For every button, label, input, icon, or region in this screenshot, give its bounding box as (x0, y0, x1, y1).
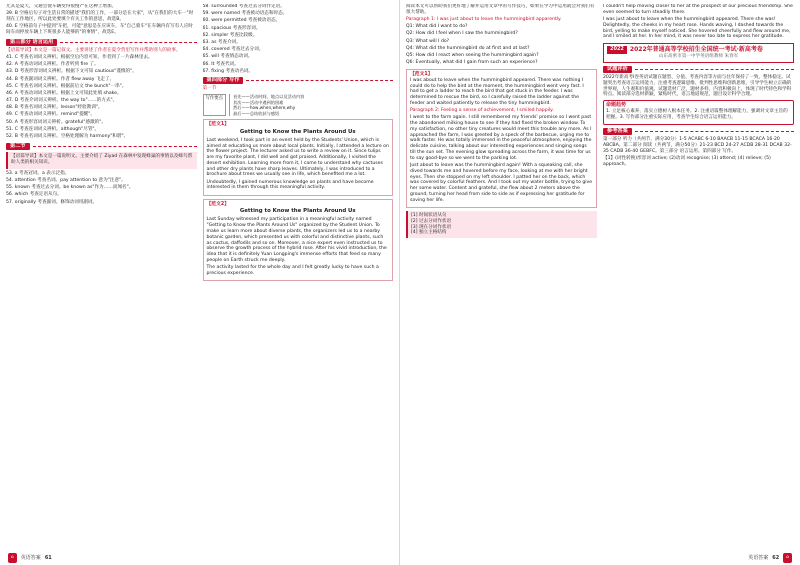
answer-52: 52. B 考查名词词义辨析。空格处理解为 harmony"和谐"。 (6, 134, 129, 140)
left-column-1 (6, 4, 197, 551)
continuation-essay-body-3: Just about to leave was the hummingbird again! With a squeaking call, she dived towards me and hovered before my face, looking at me with her bright eyes. Then she stopped on my left shoulder. I patted her on the back, which was covered by colorful feathers. And I took out my water bottle, trying to give her some water. Content and grateful, she flew about 2 meters above the ground, turning her head from side to side as if expressing her gratitude for saving her life. (410, 163, 593, 203)
right-page (400, 0, 800, 565)
writing-outline (203, 94, 394, 116)
outline-box: 写作要点 (203, 94, 227, 116)
exam-author: 山东高密市第一中学英语组教师 朱春军 (658, 54, 739, 60)
essay-close-2: The activity lasted for the whole day and I felt greatly lucky to have such a precious experience. (206, 265, 379, 277)
answer-50: 50. A 考查形容词词义辨析。grateful"感激的"。 (6, 119, 106, 125)
model-essay-2 (203, 199, 394, 282)
answer-62: 62. simpler 考查比较级。 (202, 32, 258, 38)
paragraph-1-prompt: Paragraph 1: I was just about to leave the hummingbird apparently. (406, 16, 562, 22)
answer-39: 39. B 空格后句子对生活日常的描述"我们的工作，一部分是在大家"，从"在我们的大车一"时刻在工作地区，所以此处要填个有关工作的意思，故选B。 (6, 11, 194, 22)
writing-point: [1] 时间状语从句 (411, 213, 447, 218)
grammar-list: 【1】(词性转换)形容词 active; (2)动词 recognise; (3) attend; (4) relieve; (5) approach。 (603, 155, 771, 167)
model-essay-1 (203, 119, 394, 196)
answer-67: 67. fixing 考查动名词。 (202, 68, 254, 74)
answer-55: 55. known 考查过去分词。be known as"作为……而闻名"。 (6, 185, 134, 191)
right-column-2 (603, 4, 794, 551)
section-header-2 (6, 143, 197, 150)
answer-54: 54. attention 考查名词。pay attention to 意为"注意"。 (6, 177, 126, 183)
question-5: Q5: How did I react when seeing the hummingbird again? (406, 52, 539, 58)
answer-58: 58. surrounded 考查过去分词作定语。 (202, 4, 285, 9)
question-1: Q1: What did I want to do? (406, 24, 468, 30)
essay-tag-2: 【范文2】 (206, 201, 230, 207)
intro-text: 尤其是夏天，交通会使车辆变得很慢?"在这种上增加。 (6, 4, 117, 9)
answer-41: 41. C 考查名词词义辨析。根据空后内容可知，作者到了一片森林里去。 (6, 54, 153, 60)
analysis-body: 2022年新高考I卷英语试题在题型、分值、考查内容等方面与往年保持了一致，整体稳定。试题突出考查语言运用能力，注重考查逻辑思维、批判性思维和创新思维，引导学生树立正确的世界观、人生观和价值观。试题选材广泛，题材多样，内容积极向上，体现了时代特色和学科特点。阅读部分选材新颖，紧贴时代，语言地道规范，题目设计科学合理。 (603, 74, 792, 98)
exam-head-row (607, 46, 790, 54)
answer-43: 43. D 考查形容词词义辨析。根据下文可知 cautious"谨慎的"。 (6, 69, 137, 75)
answer-65: 65. will 考查情态动词。 (202, 54, 253, 60)
essay-close: Undoubtedly, I gained numerous knowledge on plants and have become interested in them through this meaningful activity. (206, 179, 374, 191)
answers-body: 第一部分 听力（共两节，满分30分）1-5 ACABC 6-10 BAACB 11-15 BCACA 16-20 ABCBA。第二部分 阅读（共两节，满分50分）21-23 BCD 24-27 ACDB 28-31 DCAB 32-35 CADB 36-40 GEBFC。第三部分 语言运用。第四部分 写作。 (603, 136, 792, 154)
section-tag: 第三部分 语言运用 (6, 39, 57, 46)
publisher-logo: ⌂ (8, 553, 17, 563)
writing-point: [4] 独立主格结构 (411, 230, 447, 236)
writing-point: [3] 现在分词作状语 (411, 224, 452, 230)
reading-note: 阅读本文可以帮助我们更好地了解并运用文章中的写作技巧，如果在学习中运用就会对我们有很大帮助。 (406, 4, 595, 15)
writing-section-rule (246, 80, 393, 81)
answer-51: 51. C 考查连词词义辨析。although"尽管"。 (6, 126, 100, 132)
question-2: Q2: How did I feel when I saw the hummingbird? (406, 31, 518, 37)
answer-44: 44. B 考查副词词义辨析。作者 flew away 飞走了。 (6, 76, 115, 82)
outline-line: 然后——how,when,where,why (233, 105, 296, 111)
outline-line: 其次——活动中遇到的困难 (233, 99, 284, 105)
grammar-note-text: 【语篇导读】本文是一篇说明文。主要介绍了 Ziyad 在森林中发现蜂巢的事情以及蜂鸟帮助人类的相关知识。 (11, 153, 193, 165)
trend-box (603, 100, 794, 125)
question-3: Q3: What will I do? (406, 38, 450, 44)
essay-tag: 【范文1】 (206, 121, 230, 127)
question-6: Q6: Eventually, what did I gain from such an experience? (406, 60, 538, 66)
answer-64: 64. covered 考查过去分词。 (202, 47, 264, 53)
right-column-1 (406, 4, 597, 551)
answer-57: 57. originally 考查副词。修饰动词用副词。 (6, 199, 98, 205)
answer-53: 53. a 考查冠词。a 表示泛指。 (6, 170, 70, 176)
outline-line: 最后——总结收获与感悟 (233, 110, 280, 116)
answer-63: 63. as 考查介词。 (202, 39, 241, 45)
footer-label: 英语答案 (20, 555, 41, 561)
essay-body-2: Last Sunday witnessed my participation in a meaningful activity named "Getting to Know the Plants Around Us" organized by the Student Union. To make us learn more about diverse plants, the organizers led us to a nearby botanic garden, which presented us with colorful and distinctive plants, such as cactus, daffodils and so on. Moreover, a nice expert even instructed us to observe the growth process of the hybrid rose. After his vivid introduction, the idea that it is definitely Yuan Longping's immense efforts that feed so many people on Earth struck me deeply. (206, 217, 387, 264)
writing-part-label: 第一节 (202, 86, 217, 92)
essay-title-2: Getting to Know the Plants Around Us (239, 208, 356, 215)
page-number: 61 (44, 555, 52, 561)
question-4: Q4: What did the hummingbird do at first and at last? (406, 45, 530, 51)
answers-rule (635, 131, 794, 132)
continuation-essay (406, 69, 597, 208)
answer-40: 40. E 空格前句子中提到"车把，可能"意思是在应该车，车"自己骑车"在车辆内有写有人应时间车而停放车辆上下班很多人能够的"的事情"，故选E。 (6, 24, 193, 35)
paragraph-2-prompt: Paragraph 2: Feeling a sense of achievement, I smiled happily. (410, 108, 554, 114)
section-header (6, 39, 197, 46)
section-rule-2 (33, 146, 197, 147)
continuation-essay-body: I was about to leave when the hummingbird appeared. There was nothing I could do to help the bird at the moment, the hummingbird went very fast. I had to get a ladder to reach the bird that got stuck in the feeder. I was determined to rescue the bird, so I carefully raised the ladder against the feeder and waited patiently to release the tiny hummingbird. (410, 77, 584, 106)
right-footer (748, 553, 792, 563)
answer-45: 45. C 考查名词词义辨析。根据前后文 the bunch"一串"。 (6, 83, 127, 89)
answer-66: 66. It 考查代词。 (202, 61, 239, 67)
page-number-right: 62 (772, 555, 780, 561)
exam-title: 2022年普通高等学校招生全国统一考试·新高考卷 (629, 46, 763, 54)
answer-56: 56. which 考查定语从句。 (6, 192, 62, 198)
analysis-tag: 试题评析 (603, 66, 632, 73)
answer-49: 49. C 考查动词词义辨析。remind"提醒"。 (6, 112, 95, 118)
publisher-logo-right: ⌂ (783, 553, 792, 563)
continuation-essay-body-2: I went to the farm again. I still remembered my friends' promise so I went past the abandoned milking house to see if they had fixed the broken window. To my satisfaction, no other tiny creatures would meet this trouble any more. As I approached the farm, I was greeted by a speck of the barbecue, urging me to walk faster. He was totally immersed in the peaceful atmosphere, enjoying the delicate cuisine, talking about our interesting experiences and singing songs till the sun set. The evening glow spreading across the farm, it was time for us to say good-bye so we went to the parking lot. (410, 115, 592, 161)
essay-title: Getting to Know the Plants Around Us (239, 128, 356, 135)
left-column-2 (203, 4, 394, 551)
answer-47: 47. D 考查介词词义辨析。the way to"……的方式"。 (6, 98, 118, 104)
answer-42: 42. A 考查动词词义辨析。作者听到 fire 了。 (6, 62, 99, 68)
analysis-rule (635, 69, 794, 70)
continuation-essay-tag: 【范文1】 (410, 71, 433, 77)
outline-lines (229, 94, 393, 116)
section-rule (60, 42, 196, 43)
exam-year-badge: 2022 (607, 46, 627, 54)
section-tag-2: 第二节 (6, 143, 30, 150)
analysis-header (603, 66, 794, 73)
answer-59: 59. were named 考查被动语态和时态。 (202, 11, 288, 17)
answer-48: 48. B 考查名词词义辨析。lesson"经验教训"。 (6, 105, 103, 111)
grammar-note (6, 152, 197, 169)
essay-continuation: I couldn't help moving closer to her at the prospect of our precious friendship. She even seemed to turn steadily there. (603, 4, 793, 15)
answer-46: 46. A 考查动词词义辨析。根据上文可知此处填 shake。 (6, 90, 122, 96)
exam-header (603, 43, 794, 63)
answer-61: 61. spacious 考查形容词。 (202, 25, 261, 31)
left-footer (8, 553, 52, 563)
trend-body: 1. 立足核心素养，落实立德树人根本任务。2. 注重语篇整体理解能力，强调对文章主旨的把握。3. 写作部分注重实际应用，考查学生综合语言运用能力。 (606, 108, 788, 120)
writing-section-tag: 第四部分 写作 (203, 77, 244, 84)
writing-section-header (203, 77, 394, 84)
trend-title: 命题趋势 (606, 102, 627, 109)
passage-summary: 【语篇导读】本文是一篇记叙文。主要讲述了作者在夏令营里写作并帮助别人的故事。 (6, 47, 181, 53)
writing-points (406, 211, 597, 238)
outline-line: 首先——活动时间、地点以及活动内容 (233, 94, 305, 100)
answers-header (603, 128, 794, 135)
writing-point: [2] 过去分词作状语 (411, 218, 452, 224)
footer-label-right: 英语答案 (748, 555, 769, 561)
essay-body: Last weekend, I took part in an event held by the Students' Union, which is aimed at educating us more about local plants. Initially, I attended a lecture on the flower project. The lecturer asked us to write a review on it. Since tulips are my favorite plant, I did well and got praised. Additionally, I visited the desert exhibition. Learning more from it, I came to understand why cactuses and other dry plants have sharp leaves. Ultimately, I was introduced to a brochure about trees we usually see in life, which benefited me a lot. (206, 137, 389, 178)
essay-continuation-b: I was just about to leave when the hummingbird appeared. There she was! Delightedly, the cheeks in my heart rose. Hands waving, I dashed towards the bird, yelling to make myself noticed. She hovered cheerfully and flew around me, and I smiled at her. In her mind, it was never too late to express her gratitude. (603, 16, 791, 40)
answers-tag: 参考答案 (603, 128, 632, 135)
answer-60: 60. were permitted 考查被动语态。 (202, 18, 281, 24)
